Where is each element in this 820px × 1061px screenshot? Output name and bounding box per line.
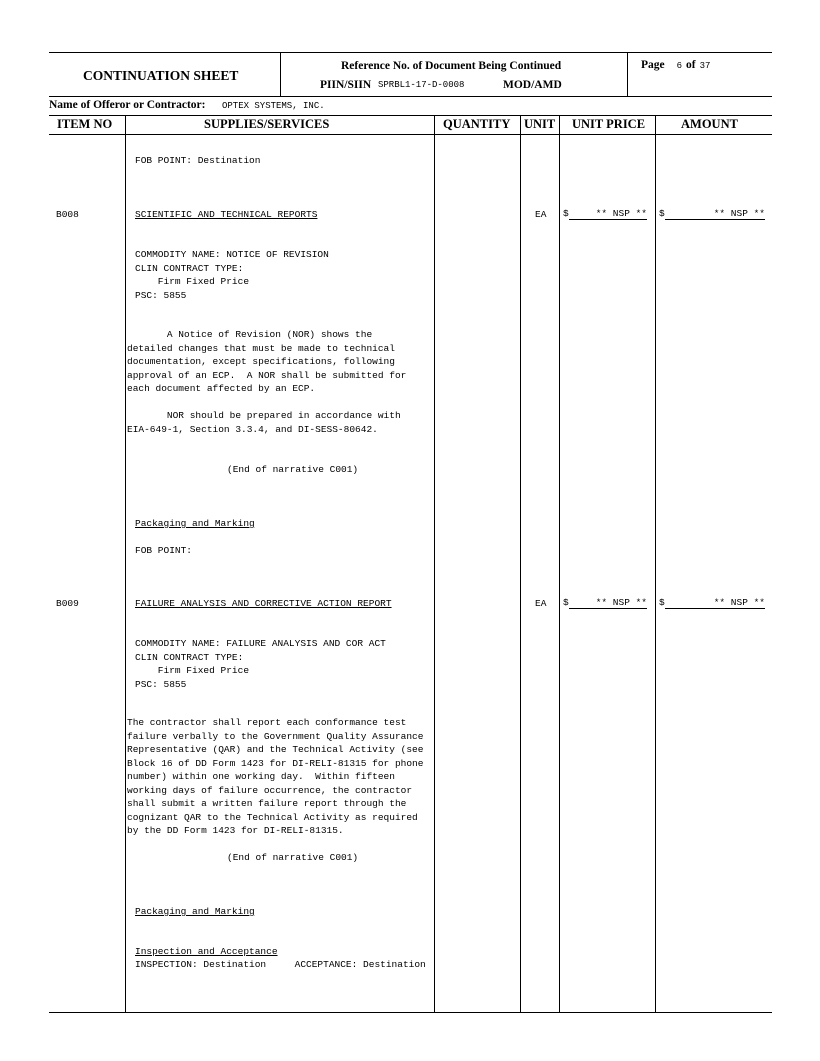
- unit-price-value: ** NSP **: [595, 597, 647, 608]
- col-quantity: QUANTITY: [443, 117, 511, 131]
- page-label: Page: [641, 59, 665, 71]
- item-title: FAILURE ANALYSIS AND CORRECTIVE ACTION REPORT: [135, 598, 392, 609]
- amount-symbol: $: [659, 208, 665, 219]
- page-of: of: [686, 59, 696, 71]
- header-divider-1: [280, 52, 281, 96]
- packaging-heading: Packaging and Marking: [135, 518, 255, 529]
- page-number: 6: [676, 61, 683, 71]
- inspection-acceptance-line: INSPECTION: Destination ACCEPTANCE: Destination: [135, 959, 426, 970]
- amount-field: [659, 208, 765, 222]
- item-narrative-2: NOR should be prepared in accordance with EIA-649-1, Section 3.3.4, and DI-SESS-80642.: [127, 410, 401, 435]
- header-divider-2: [627, 52, 628, 96]
- columns-bottom-rule: [49, 134, 772, 135]
- page-indicator: [641, 55, 710, 73]
- item-title: SCIENTIFIC AND TECHNICAL REPORTS: [135, 209, 318, 220]
- page-total: 37: [699, 61, 711, 71]
- unit-price-field: [563, 597, 647, 611]
- amount-value: ** NSP **: [713, 597, 765, 608]
- fob-point-top: FOB POINT: Destination: [135, 155, 261, 166]
- item-details: COMMODITY NAME: FAILURE ANALYSIS AND COR ACT CLIN CONTRACT TYPE: Firm Fixed Price PSC: 5855: [135, 638, 386, 690]
- unit-price-symbol: $: [563, 597, 569, 608]
- col-rule-item: [125, 115, 126, 1012]
- piin-value: SPRBL1-17-D-0008: [378, 80, 465, 90]
- unit-price-value: ** NSP **: [595, 208, 647, 219]
- col-unit-price: UNIT PRICE: [572, 117, 646, 131]
- unit-price-symbol: $: [563, 208, 569, 219]
- reference-label: Reference No. of Document Being Continued: [341, 60, 562, 72]
- item-unit: EA: [535, 209, 547, 220]
- piin-label: PIIN/SIIN: [320, 79, 372, 91]
- amount-underline: [665, 608, 765, 609]
- fob-point: FOB POINT:: [135, 545, 193, 556]
- sheet-title: CONTINUATION SHEET: [83, 68, 239, 83]
- item-number: B009: [56, 598, 79, 609]
- columns-top-rule: [49, 115, 772, 116]
- offeror-value: OPTEX SYSTEMS, INC.: [222, 101, 325, 111]
- end-of-narrative: (End of narrative C001): [227, 852, 359, 863]
- end-of-narrative: (End of narrative C001): [227, 464, 359, 475]
- col-rule-quantity: [434, 115, 435, 1012]
- col-rule-amount: [655, 115, 656, 1012]
- item-unit: EA: [535, 598, 547, 609]
- col-supplies-services: SUPPLIES/SERVICES: [204, 117, 330, 131]
- inspection-heading: Inspection and Acceptance: [135, 946, 278, 957]
- item-number: B008: [56, 209, 79, 220]
- amount-symbol: $: [659, 597, 665, 608]
- offeror-label: Name of Offeror or Contractor:: [49, 99, 206, 111]
- item-narrative: A Notice of Revision (NOR) shows the detailed changes that must be made to technical documentation, except specifications, following approval of an ECP. A NOR shall be submitted for each document affected by an ECP.: [127, 329, 407, 394]
- amount-underline: [665, 219, 765, 220]
- page-bottom-rule: [49, 1012, 772, 1013]
- header-top-rule: [49, 52, 772, 53]
- col-unit: UNIT: [524, 117, 556, 131]
- amount-value: ** NSP **: [713, 208, 765, 219]
- unit-price-underline: [569, 608, 647, 609]
- header-bottom-rule: [49, 96, 772, 97]
- item-details: COMMODITY NAME: NOTICE OF REVISION CLIN CONTRACT TYPE: Firm Fixed Price PSC: 5855: [135, 249, 329, 301]
- packaging-heading: Packaging and Marking: [135, 906, 255, 917]
- amount-field: [659, 597, 765, 611]
- col-item-no: ITEM NO: [57, 117, 113, 131]
- col-rule-unit: [520, 115, 521, 1012]
- col-rule-unit-price: [559, 115, 560, 1012]
- col-amount: AMOUNT: [681, 117, 738, 131]
- unit-price-underline: [569, 219, 647, 220]
- item-narrative: The contractor shall report each conformance test failure verbally to the Government Quality Assurance Representative (QAR) and the Technical Activity (see Block 16 of DD Form 1423 for DI-RELI-81315 for phone number) within one working day. Within fifteen working days of failure occurrence, the contractor shall submit a written failure report through the cognizant QAR to the Technical Activity as required by the DD Form 1423 for DI-RELI-81315.: [127, 717, 424, 836]
- unit-price-field: [563, 208, 647, 222]
- mod-amd-label: MOD/AMD: [503, 79, 562, 91]
